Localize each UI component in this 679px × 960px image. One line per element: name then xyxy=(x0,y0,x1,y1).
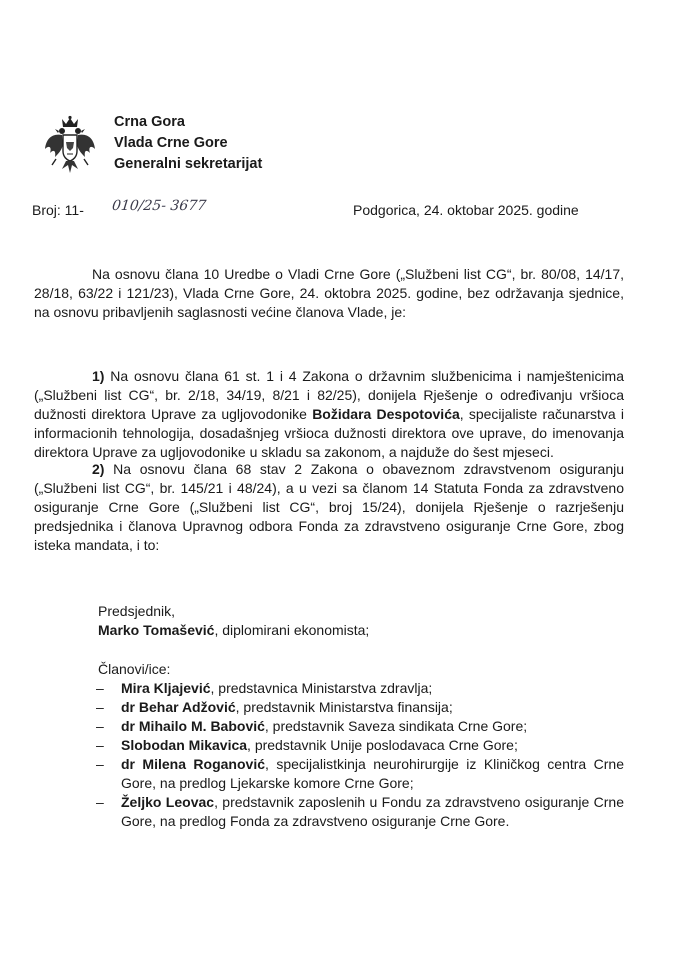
member-role: , predstavnica Ministarstva zdravlja; xyxy=(210,680,433,696)
member-role: , predstavnik Unije poslodavaca Crne Gore; xyxy=(247,737,518,753)
item-1-text-after: , specijaliste računarstva i informacionih tehnologija, dosadašnjeg vršioca dužnosti direktora ove uprave, do imenovanja direktora Uprave za ugljovodonike u skladu sa zakonom, a najduže do šest mjeseci. xyxy=(34,406,624,460)
member-role: , specijalistkinja neurohirurgije iz Kliničkog centra Crne Gore, na predlog Ljekarske komore Crne Gore; xyxy=(121,756,624,791)
member-name: Željko Leovac xyxy=(121,794,215,810)
decision-item-1 xyxy=(34,367,624,462)
reference-row xyxy=(32,200,622,224)
org-name-secretariat: Generalni sekretarijat xyxy=(114,156,263,172)
member-name: dr Behar Adžović xyxy=(121,699,236,715)
member-list-item: – dr Milena Roganović, specijalistkinja neurohirurgije iz Kliničkog centra Crne Gore, na predlog Ljekarske komore Crne Gore; xyxy=(96,756,624,791)
org-name-country: Crna Gora xyxy=(114,114,185,130)
president-label: Predsjednik, xyxy=(98,603,176,619)
intro-paragraph xyxy=(34,265,624,322)
item-2-text: Na osnovu člana 68 stav 2 Zakona o obaveznom zdravstvenom osiguranju („Službeni list CG“, br. 145/21 i 48/24), a u vezi sa članom 14 Statuta Fonda za zdravstveno osiguranje Crne Gore („Službeni list CG“, broj 15/24), donijela Rješenje o razrješenju predsjednika i članova Upravnog odbora Fonda za zdravstveno osiguranje Crne Gore, zbog isteka mandata, i to: xyxy=(34,461,625,553)
member-role: , predstavnik zaposlenih u Fondu za zdravstveno osiguranje Crne Gore, na predlog Fonda za zdravstveno osiguranje Crne Gore. xyxy=(121,794,625,829)
president-role: , diplomirani ekonomista; xyxy=(214,622,370,638)
member-list-item: – dr Mihailo M. Babović, predstavnik Saveza sindikata Crne Gore; xyxy=(96,718,528,734)
members-label: Članovi/ice: xyxy=(98,661,171,677)
member-list-item: – Mira Kljajević, predstavnica Ministarstva zdravlja; xyxy=(96,680,433,696)
member-name: Slobodan Mikavica xyxy=(121,737,248,753)
reference-label: Broj: 11- xyxy=(32,202,84,218)
president-section xyxy=(34,602,624,640)
member-list-item: – Željko Leovac, predstavnik zaposlenih u Fondu za zdravstveno osiguranje Crne Gore, na predlog Fonda za zdravstveno osiguranje Crne Gore. xyxy=(96,794,625,829)
member-list-item: – dr Behar Adžović, predstavnik Ministarstva finansija; xyxy=(96,699,453,715)
member-role: , predstavnik Ministarstva finansija; xyxy=(235,699,453,715)
item-2-number: 2) xyxy=(92,461,105,477)
member-name: dr Milena Roganović xyxy=(121,756,265,772)
handwritten-reference-number: 010/25- 3677 xyxy=(111,198,207,214)
intro-text: Na osnovu člana 10 Uredbe o Vladi Crne Gore („Službeni list CG“, br. 80/08, 14/17, 28/18, 63/22 i 121/23), Vlada Crne Gore, 24. oktobra 2025. godine, bez održavanja sjednice, na osnovu pribavljenih saglasnosti većine članova Vlade, je: xyxy=(34,266,624,320)
president-name: Marko Tomašević xyxy=(98,622,215,638)
decision-item-2 xyxy=(34,460,624,555)
montenegro-coat-of-arms-icon xyxy=(42,115,98,175)
member-name: Mira Kljajević xyxy=(121,680,211,696)
letterhead xyxy=(42,110,342,190)
org-name-government: Vlada Crne Gore xyxy=(114,135,228,151)
member-name: dr Mihailo M. Babović xyxy=(121,718,265,734)
document-date: Podgorica, 24. oktobar 2025. godine xyxy=(353,202,579,218)
item-1-number: 1) xyxy=(92,368,105,384)
item-1-text-before: Na osnovu člana 61 st. 1 i 4 Zakona o državnim službenicima i namještenicima („Službeni list CG“, br. 2/18, 34/19, 8/21 i 82/25), donijela Rješenje o određivanju vršioca dužnosti direktora Uprave za ugljovodonike xyxy=(34,368,625,422)
members-section xyxy=(34,660,624,831)
member-role: , predstavnik Saveza sindikata Crne Gore; xyxy=(264,718,528,734)
item-1-appointee-name: Božidara Despotovića xyxy=(312,406,460,422)
member-list-item: – Slobodan Mikavica, predstavnik Unije poslodavaca Crne Gore; xyxy=(96,737,518,753)
